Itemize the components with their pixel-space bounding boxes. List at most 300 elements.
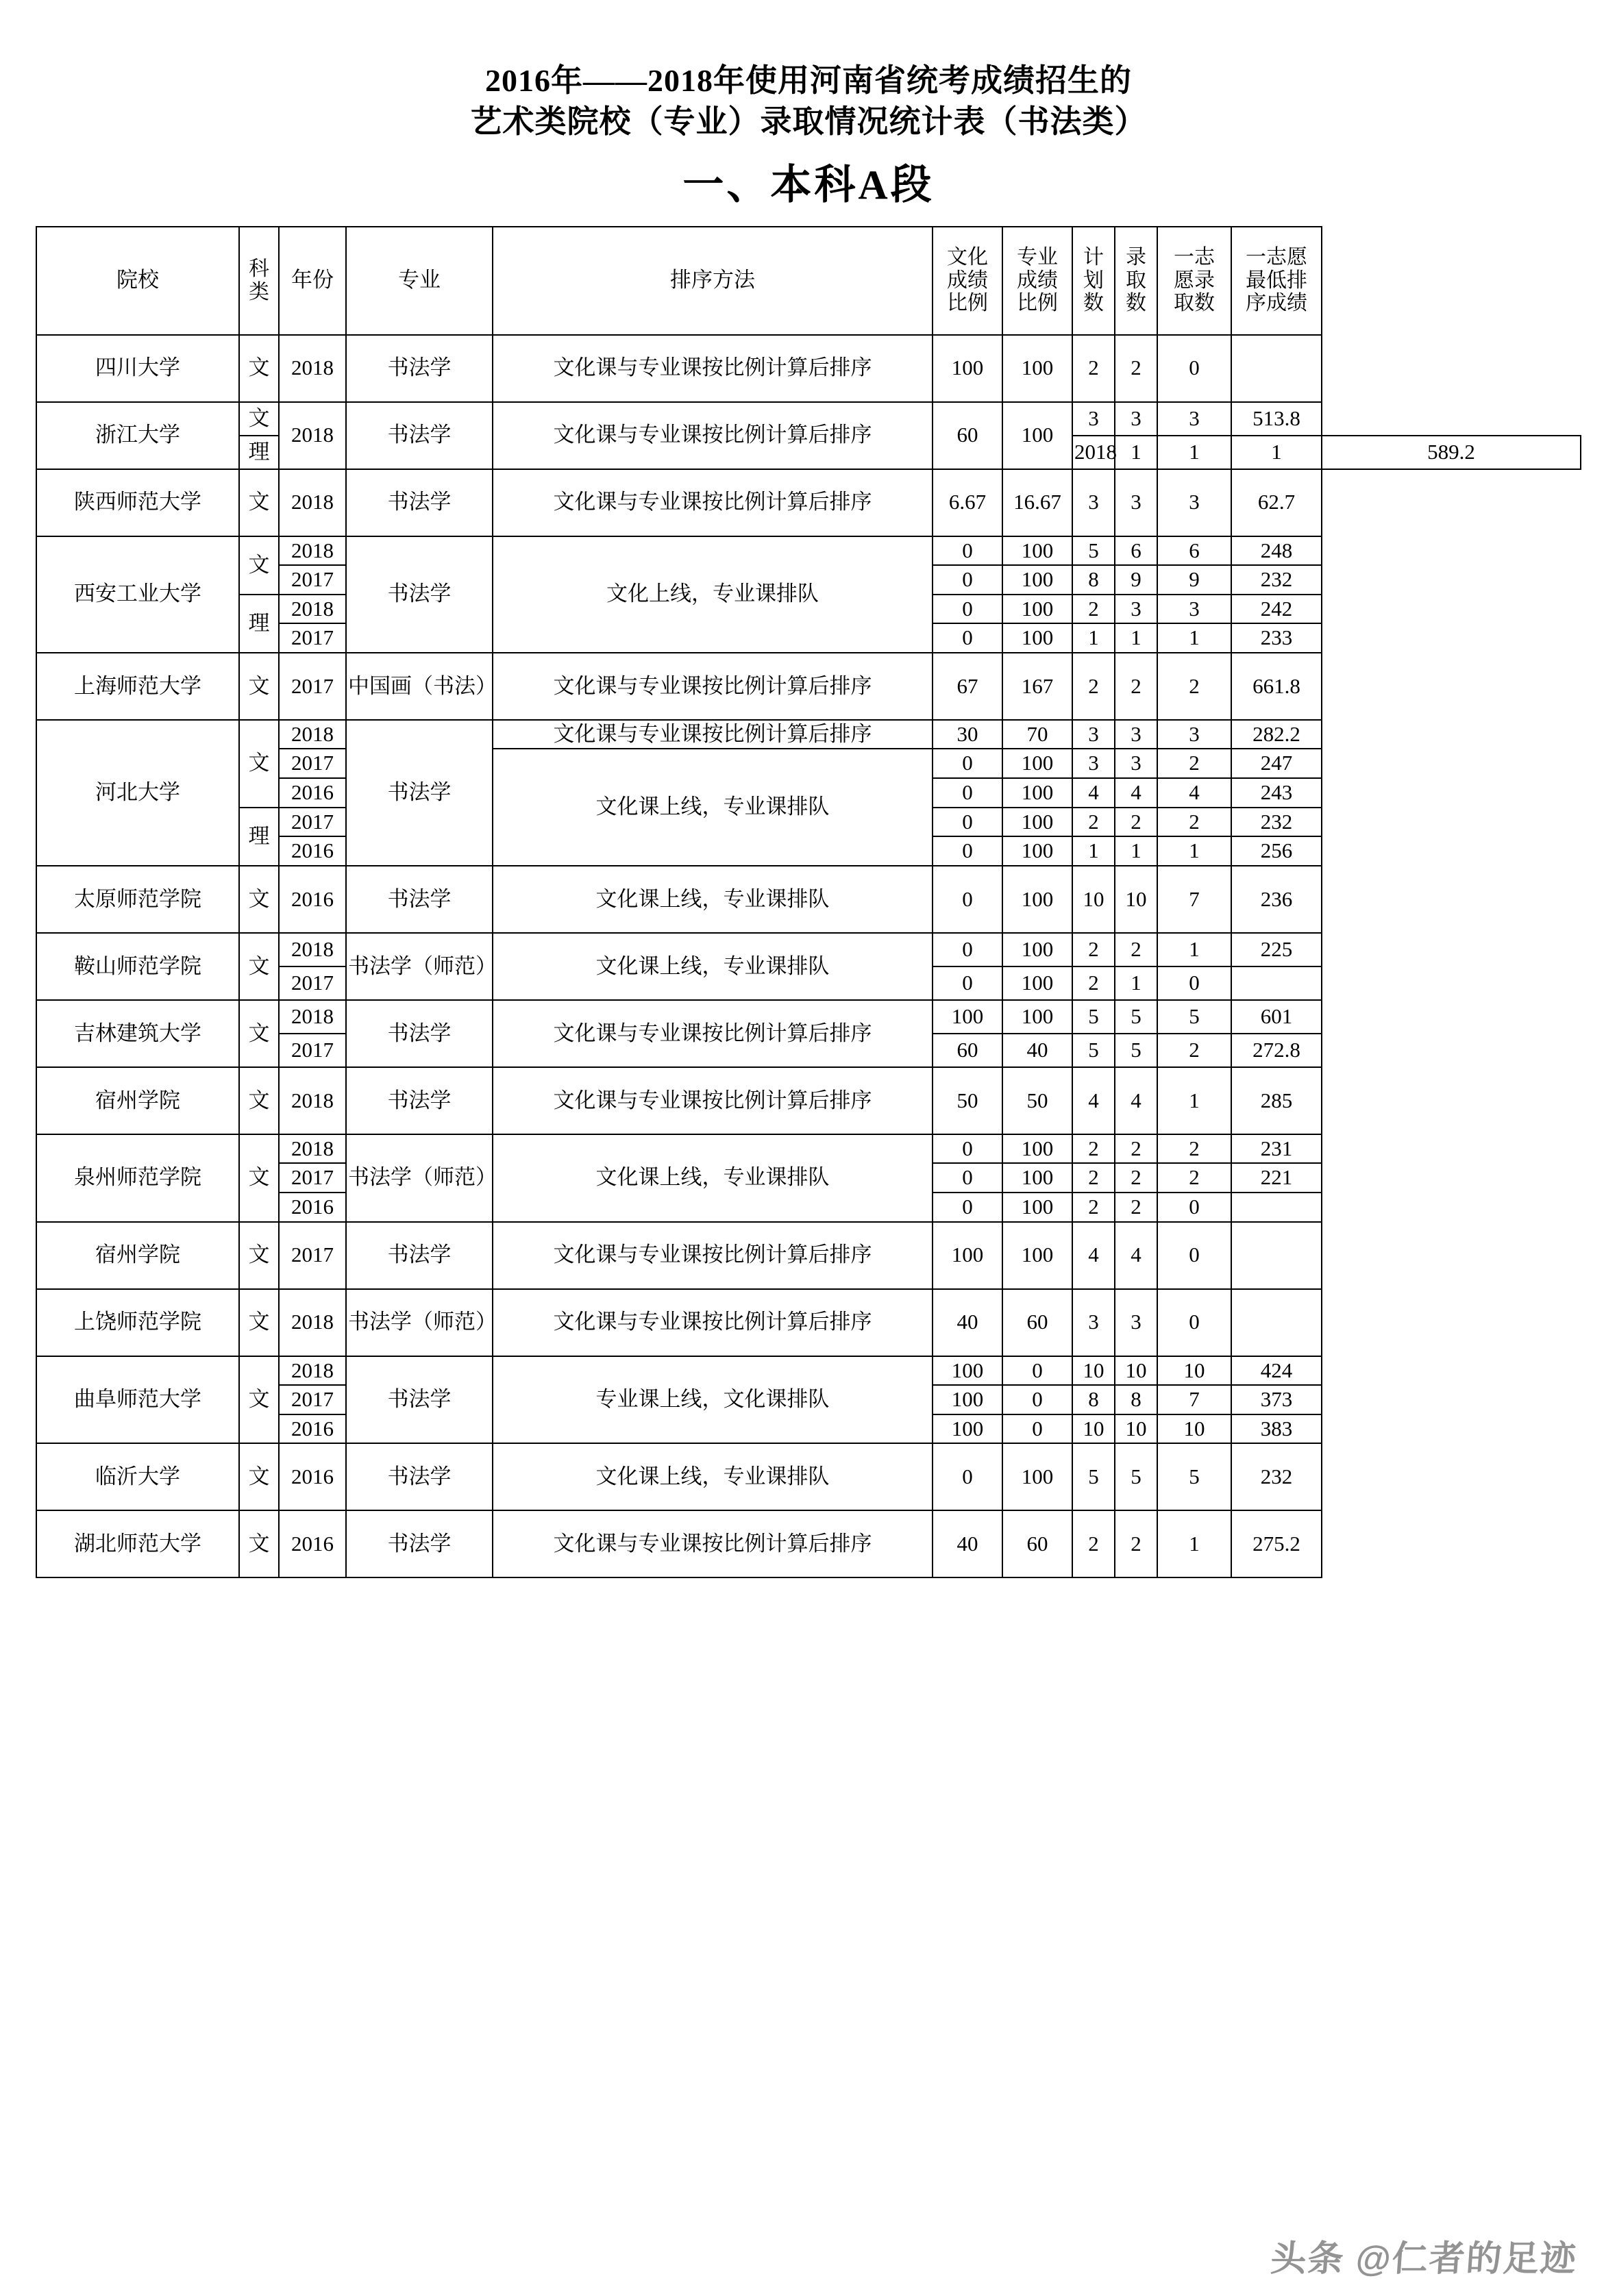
cell-admit-count: 4 xyxy=(1115,778,1157,808)
cell-culture-ratio: 0 xyxy=(933,1134,1002,1164)
cell-culture-ratio: 100 xyxy=(933,1000,1002,1034)
cell-culture-ratio: 0 xyxy=(933,749,1002,778)
cell-school: 鞍山师范学院 xyxy=(36,933,239,1000)
cell-kelei: 文 xyxy=(239,1000,279,1067)
cell-major-ratio: 40 xyxy=(1002,1034,1072,1067)
cell-first-choice-min-score: 589.2 xyxy=(1322,436,1581,469)
cell-plan-count: 3 xyxy=(1072,1289,1115,1356)
table-row xyxy=(36,1134,1581,1164)
cell-culture-ratio: 40 xyxy=(933,1510,1002,1577)
table-body xyxy=(36,335,1581,1578)
cell-first-choice-count: 7 xyxy=(1157,1385,1231,1414)
col-header-year: 年份 xyxy=(279,227,346,335)
cell-major: 书法学 xyxy=(346,1510,493,1577)
col-header-school: 院校 xyxy=(36,227,239,335)
cell-culture-ratio: 0 xyxy=(933,536,1002,566)
cell-first-choice-count: 7 xyxy=(1157,866,1231,933)
cell-first-choice-count: 1 xyxy=(1157,1067,1231,1134)
cell-year: 2017 xyxy=(279,1163,346,1193)
cell-first-choice-count: 6 xyxy=(1157,536,1231,566)
cell-year: 2017 xyxy=(279,565,346,595)
cell-major-ratio: 100 xyxy=(1002,808,1072,837)
cell-major-ratio: 0 xyxy=(1002,1414,1072,1444)
cell-method: 文化课与专业课按比例计算后排序 xyxy=(493,1289,933,1356)
cell-plan-count: 5 xyxy=(1072,1034,1115,1067)
cell-first-choice-min-score: 661.8 xyxy=(1231,653,1322,720)
table-row xyxy=(36,469,1581,536)
cell-method: 文化上线，专业课排队 xyxy=(493,536,933,653)
cell-major: 书法学 xyxy=(346,1000,493,1067)
cell-first-choice-min-score: 601 xyxy=(1231,1000,1322,1034)
cell-plan-count: 2 xyxy=(1072,1510,1115,1577)
cell-major-ratio: 50 xyxy=(1002,1067,1072,1134)
cell-school: 西安工业大学 xyxy=(36,536,239,653)
table-row xyxy=(36,1000,1581,1034)
cell-major-ratio: 100 xyxy=(1002,1163,1072,1193)
cell-admit-count: 10 xyxy=(1115,866,1157,933)
table-row xyxy=(36,1443,1581,1510)
cell-admit-count: 3 xyxy=(1115,720,1157,749)
cell-plan-count: 2 xyxy=(1072,933,1115,966)
cell-year: 2018 xyxy=(279,469,346,536)
cell-kelei: 理 xyxy=(239,436,279,469)
cell-major-ratio: 100 xyxy=(1002,1193,1072,1222)
cell-year: 2018 xyxy=(279,720,346,749)
cell-major: 书法学 xyxy=(346,335,493,402)
cell-plan-count: 1 xyxy=(1115,436,1157,469)
cell-plan-count: 3 xyxy=(1072,469,1115,536)
cell-culture-ratio: 0 xyxy=(933,1443,1002,1510)
cell-first-choice-count: 2 xyxy=(1157,1163,1231,1193)
cell-first-choice-count: 10 xyxy=(1157,1414,1231,1444)
cell-first-choice-min-score: 373 xyxy=(1231,1385,1322,1414)
cell-culture-ratio: 30 xyxy=(933,720,1002,749)
cell-major-ratio: 70 xyxy=(1002,720,1072,749)
cell-admit-count: 3 xyxy=(1115,595,1157,624)
cell-year: 2018 xyxy=(279,595,346,624)
cell-method: 文化课与专业课按比例计算后排序 xyxy=(493,1510,933,1577)
cell-kelei: 文 xyxy=(239,1134,279,1222)
cell-culture-ratio: 100 xyxy=(933,1414,1002,1444)
cell-kelei: 文 xyxy=(239,720,279,808)
cell-kelei: 文 xyxy=(239,1510,279,1577)
cell-plan-count: 5 xyxy=(1072,1443,1115,1510)
cell-first-choice-min-score: 62.7 xyxy=(1231,469,1322,536)
cell-culture-ratio: 0 xyxy=(933,778,1002,808)
cell-major-ratio: 60 xyxy=(1002,1289,1072,1356)
cell-major-ratio: 100 xyxy=(1002,1134,1072,1164)
cell-plan-count: 3 xyxy=(1072,402,1115,436)
cell-year: 2017 xyxy=(279,653,346,720)
cell-culture-ratio: 40 xyxy=(933,1289,1002,1356)
cell-year: 2017 xyxy=(279,623,346,653)
cell-plan-count: 4 xyxy=(1072,778,1115,808)
cell-method: 专业课上线，文化课排队 xyxy=(493,1356,933,1444)
cell-admit-count: 10 xyxy=(1115,1414,1157,1444)
cell-culture-ratio: 50 xyxy=(933,1067,1002,1134)
cell-year: 2018 xyxy=(279,1067,346,1134)
cell-admit-count: 9 xyxy=(1115,565,1157,595)
cell-major: 书法学 xyxy=(346,1067,493,1134)
cell-culture-ratio: 0 xyxy=(933,1193,1002,1222)
cell-method: 文化课与专业课按比例计算后排序 xyxy=(493,402,933,469)
cell-method: 文化课与专业课按比例计算后排序 xyxy=(493,720,933,749)
cell-kelei: 文 xyxy=(239,335,279,402)
cell-kelei: 文 xyxy=(239,1222,279,1289)
cell-admit-count: 2 xyxy=(1115,808,1157,837)
cell-culture-ratio: 60 xyxy=(933,402,1002,469)
cell-school: 陕西师范大学 xyxy=(36,469,239,536)
cell-major: 书法学（师范） xyxy=(346,1134,493,1222)
table-row xyxy=(36,933,1581,966)
cell-first-choice-min-score xyxy=(1231,335,1322,402)
cell-school: 浙江大学 xyxy=(36,402,239,469)
cell-kelei: 理 xyxy=(239,808,279,866)
cell-culture-ratio: 0 xyxy=(933,595,1002,624)
cell-first-choice-count: 2 xyxy=(1157,749,1231,778)
cell-major-ratio: 100 xyxy=(1002,402,1072,469)
cell-method: 文化课与专业课按比例计算后排序 xyxy=(493,469,933,536)
cell-first-choice-min-score xyxy=(1231,1289,1322,1356)
cell-first-choice-min-score: 232 xyxy=(1231,808,1322,837)
cell-first-choice-min-score: 285 xyxy=(1231,1067,1322,1134)
cell-first-choice-min-score: 236 xyxy=(1231,866,1322,933)
cell-kelei: 文 xyxy=(239,933,279,1000)
cell-culture-ratio: 0 xyxy=(933,1163,1002,1193)
table-row xyxy=(36,653,1581,720)
cell-major-ratio: 16.67 xyxy=(1002,469,1072,536)
header-row xyxy=(36,227,1581,335)
cell-first-choice-count: 3 xyxy=(1157,402,1231,436)
cell-admit-count: 5 xyxy=(1115,1443,1157,1510)
cell-year: 2017 xyxy=(279,1222,346,1289)
cell-first-choice-count: 1 xyxy=(1231,436,1322,469)
table-row xyxy=(36,720,1581,749)
cell-first-choice-min-score: 383 xyxy=(1231,1414,1322,1444)
cell-year: 2018 xyxy=(279,402,346,469)
cell-year: 2017 xyxy=(279,749,346,778)
cell-major-ratio: 0 xyxy=(1002,1356,1072,1386)
cell-school: 四川大学 xyxy=(36,335,239,402)
cell-major: 书法学 xyxy=(346,469,493,536)
title-line-1: 2016年——2018年使用河南省统考成绩招生的 xyxy=(485,63,1132,98)
cell-first-choice-min-score: 248 xyxy=(1231,536,1322,566)
cell-admit-count: 2 xyxy=(1115,1134,1157,1164)
cell-major: 书法学 xyxy=(346,1443,493,1510)
cell-plan-count: 2 xyxy=(1072,595,1115,624)
cell-culture-ratio: 6.67 xyxy=(933,469,1002,536)
cell-kelei: 文 xyxy=(239,653,279,720)
cell-first-choice-count: 3 xyxy=(1157,595,1231,624)
cell-culture-ratio: 100 xyxy=(933,335,1002,402)
cell-admit-count: 2 xyxy=(1115,933,1157,966)
cell-year: 2016 xyxy=(279,1510,346,1577)
cell-method: 文化课上线，专业课排队 xyxy=(493,1443,933,1510)
cell-first-choice-count: 1 xyxy=(1157,623,1231,653)
document-title-block xyxy=(0,0,1617,211)
cell-year: 2018 xyxy=(279,1356,346,1386)
cell-year: 2016 xyxy=(279,866,346,933)
cell-culture-ratio: 100 xyxy=(933,1385,1002,1414)
cell-school: 宿州学院 xyxy=(36,1067,239,1134)
cell-year: 2018 xyxy=(279,1134,346,1164)
cell-plan-count: 4 xyxy=(1072,1067,1115,1134)
cell-admit-count: 2 xyxy=(1115,1510,1157,1577)
cell-culture-ratio: 0 xyxy=(933,933,1002,966)
col-header-kelei: 科 类 xyxy=(239,227,279,335)
table-row xyxy=(36,1067,1581,1134)
cell-culture-ratio: 0 xyxy=(933,866,1002,933)
cell-plan-count: 2 xyxy=(1072,1134,1115,1164)
cell-first-choice-min-score: 243 xyxy=(1231,778,1322,808)
cell-major-ratio: 167 xyxy=(1002,653,1072,720)
col-header-first-choice-min-score: 一志愿 最低排 序成绩 xyxy=(1231,227,1322,335)
cell-plan-count: 10 xyxy=(1072,866,1115,933)
cell-admit-count: 3 xyxy=(1115,402,1157,436)
cell-plan-count: 2 xyxy=(1072,1193,1115,1222)
cell-school: 上饶师范学院 xyxy=(36,1289,239,1356)
col-header-plan-count: 计 划 数 xyxy=(1072,227,1115,335)
cell-plan-count: 8 xyxy=(1072,565,1115,595)
cell-major-ratio: 100 xyxy=(1002,749,1072,778)
cell-first-choice-min-score: 242 xyxy=(1231,595,1322,624)
cell-first-choice-count: 0 xyxy=(1157,1222,1231,1289)
cell-admit-count: 2 xyxy=(1115,335,1157,402)
cell-plan-count: 2 xyxy=(1072,966,1115,1000)
table-row xyxy=(36,1510,1581,1577)
cell-first-choice-count: 5 xyxy=(1157,1000,1231,1034)
cell-school: 宿州学院 xyxy=(36,1222,239,1289)
cell-plan-count: 10 xyxy=(1072,1414,1115,1444)
cell-method: 文化课上线，专业课排队 xyxy=(493,866,933,933)
cell-first-choice-count: 0 xyxy=(1157,1289,1231,1356)
cell-major-ratio: 100 xyxy=(1002,1000,1072,1034)
cell-first-choice-min-score: 233 xyxy=(1231,623,1322,653)
cell-year: 2018 xyxy=(1072,436,1115,469)
cell-admit-count: 1 xyxy=(1115,623,1157,653)
cell-major-ratio: 60 xyxy=(1002,1510,1072,1577)
cell-year: 2018 xyxy=(279,536,346,566)
cell-first-choice-count: 2 xyxy=(1157,808,1231,837)
cell-first-choice-count: 10 xyxy=(1157,1356,1231,1386)
cell-school: 临沂大学 xyxy=(36,1443,239,1510)
cell-first-choice-min-score: 275.2 xyxy=(1231,1510,1322,1577)
cell-first-choice-min-score: 231 xyxy=(1231,1134,1322,1164)
watermark: 头条 @仁者的足迹 xyxy=(1269,2239,1579,2279)
cell-major-ratio: 100 xyxy=(1002,335,1072,402)
cell-method: 文化课与专业课按比例计算后排序 xyxy=(493,335,933,402)
cell-culture-ratio: 100 xyxy=(933,1356,1002,1386)
col-header-first-choice-count: 一志 愿录 取数 xyxy=(1157,227,1231,335)
cell-plan-count: 2 xyxy=(1072,653,1115,720)
cell-culture-ratio: 60 xyxy=(933,1034,1002,1067)
cell-first-choice-min-score: 225 xyxy=(1231,933,1322,966)
cell-admit-count: 5 xyxy=(1115,1000,1157,1034)
table-row xyxy=(36,1289,1581,1356)
cell-year: 2018 xyxy=(279,335,346,402)
cell-major-ratio: 100 xyxy=(1002,1222,1072,1289)
cell-major-ratio: 100 xyxy=(1002,778,1072,808)
title-line-2: 艺术类院校（专业）录取情况统计表（书法类） xyxy=(470,103,1147,139)
cell-kelei: 文 xyxy=(239,1356,279,1444)
cell-admit-count: 1 xyxy=(1115,836,1157,866)
cell-year: 2016 xyxy=(279,1443,346,1510)
cell-first-choice-count: 1 xyxy=(1157,933,1231,966)
cell-kelei: 理 xyxy=(239,595,279,653)
cell-admit-count: 3 xyxy=(1115,1289,1157,1356)
cell-culture-ratio: 0 xyxy=(933,808,1002,837)
cell-major-ratio: 100 xyxy=(1002,866,1072,933)
cell-plan-count: 8 xyxy=(1072,1385,1115,1414)
cell-plan-count: 2 xyxy=(1072,335,1115,402)
cell-major: 书法学 xyxy=(346,866,493,933)
cell-admit-count: 8 xyxy=(1115,1385,1157,1414)
cell-major: 书法学（师范） xyxy=(346,933,493,1000)
cell-year: 2018 xyxy=(279,1289,346,1356)
cell-admit-count: 2 xyxy=(1115,653,1157,720)
cell-admit-count: 5 xyxy=(1115,1034,1157,1067)
cell-plan-count: 2 xyxy=(1072,1163,1115,1193)
cell-school: 河北大学 xyxy=(36,720,239,866)
cell-first-choice-count: 2 xyxy=(1157,1134,1231,1164)
cell-culture-ratio: 100 xyxy=(933,1222,1002,1289)
cell-method: 文化课与专业课按比例计算后排序 xyxy=(493,653,933,720)
cell-major-ratio: 100 xyxy=(1002,565,1072,595)
cell-kelei: 文 xyxy=(239,402,279,436)
cell-year: 2016 xyxy=(279,778,346,808)
cell-year: 2018 xyxy=(279,933,346,966)
cell-method: 文化课与专业课按比例计算后排序 xyxy=(493,1222,933,1289)
cell-major: 书法学 xyxy=(346,1356,493,1444)
cell-first-choice-min-score xyxy=(1231,1222,1322,1289)
table-row xyxy=(36,402,1581,436)
cell-kelei: 文 xyxy=(239,469,279,536)
cell-major: 书法学 xyxy=(346,536,493,653)
cell-method: 文化课与专业课按比例计算后排序 xyxy=(493,1067,933,1134)
table-header xyxy=(36,227,1581,335)
cell-major-ratio: 100 xyxy=(1002,536,1072,566)
cell-plan-count: 5 xyxy=(1072,536,1115,566)
cell-plan-count: 2 xyxy=(1072,808,1115,837)
cell-admit-count: 1 xyxy=(1157,436,1231,469)
cell-school: 湖北师范大学 xyxy=(36,1510,239,1577)
cell-year: 2016 xyxy=(279,1193,346,1222)
col-header-culture-ratio: 文化 成绩 比例 xyxy=(933,227,1002,335)
cell-admit-count: 10 xyxy=(1115,1356,1157,1386)
cell-school: 太原师范学院 xyxy=(36,866,239,933)
cell-admit-count: 6 xyxy=(1115,536,1157,566)
cell-first-choice-min-score: 272.8 xyxy=(1231,1034,1322,1067)
cell-first-choice-min-score: 232 xyxy=(1231,1443,1322,1510)
cell-plan-count: 1 xyxy=(1072,623,1115,653)
cell-kelei: 文 xyxy=(239,1443,279,1510)
cell-plan-count: 5 xyxy=(1072,1000,1115,1034)
cell-major: 书法学 xyxy=(346,720,493,866)
cell-major-ratio: 100 xyxy=(1002,623,1072,653)
cell-admit-count: 3 xyxy=(1115,469,1157,536)
cell-first-choice-min-score: 282.2 xyxy=(1231,720,1322,749)
cell-year: 2016 xyxy=(279,836,346,866)
cell-admit-count: 3 xyxy=(1115,749,1157,778)
cell-admit-count: 4 xyxy=(1115,1222,1157,1289)
cell-year: 2017 xyxy=(279,808,346,837)
cell-first-choice-min-score: 256 xyxy=(1231,836,1322,866)
cell-first-choice-min-score: 232 xyxy=(1231,565,1322,595)
cell-year: 2017 xyxy=(279,966,346,1000)
cell-first-choice-count: 1 xyxy=(1157,1510,1231,1577)
col-header-major: 专业 xyxy=(346,227,493,335)
cell-kelei: 文 xyxy=(239,1067,279,1134)
cell-year: 2018 xyxy=(279,1000,346,1034)
cell-first-choice-min-score: 221 xyxy=(1231,1163,1322,1193)
cell-plan-count: 1 xyxy=(1072,836,1115,866)
table-row xyxy=(36,1356,1581,1386)
cell-culture-ratio: 0 xyxy=(933,836,1002,866)
admissions-table xyxy=(36,226,1581,1579)
cell-first-choice-min-score: 424 xyxy=(1231,1356,1322,1386)
cell-major: 书法学 xyxy=(346,402,493,469)
cell-first-choice-count: 0 xyxy=(1157,335,1231,402)
table-row xyxy=(36,1222,1581,1289)
cell-school: 吉林建筑大学 xyxy=(36,1000,239,1067)
cell-major-ratio: 0 xyxy=(1002,1385,1072,1414)
cell-culture-ratio: 0 xyxy=(933,565,1002,595)
cell-admit-count: 4 xyxy=(1115,1067,1157,1134)
cell-method: 文化课与专业课按比例计算后排序 xyxy=(493,1000,933,1067)
cell-culture-ratio: 0 xyxy=(933,623,1002,653)
col-header-method: 排序方法 xyxy=(493,227,933,335)
cell-year: 2017 xyxy=(279,1385,346,1414)
cell-method: 文化课上线，专业课排队 xyxy=(493,1134,933,1222)
cell-culture-ratio: 67 xyxy=(933,653,1002,720)
cell-major: 中国画（书法） xyxy=(346,653,493,720)
cell-admit-count: 1 xyxy=(1115,966,1157,1000)
cell-first-choice-count: 2 xyxy=(1157,653,1231,720)
table-row xyxy=(36,335,1581,402)
cell-school: 泉州师范学院 xyxy=(36,1134,239,1222)
cell-method: 文化课上线，专业课排队 xyxy=(493,933,933,1000)
cell-first-choice-min-score: 247 xyxy=(1231,749,1322,778)
cell-first-choice-count: 0 xyxy=(1157,1193,1231,1222)
cell-kelei: 文 xyxy=(239,866,279,933)
cell-kelei: 文 xyxy=(239,536,279,595)
cell-plan-count: 3 xyxy=(1072,749,1115,778)
cell-year: 2017 xyxy=(279,1034,346,1067)
cell-major-ratio: 100 xyxy=(1002,966,1072,1000)
cell-first-choice-count: 2 xyxy=(1157,1034,1231,1067)
section-heading: 一、本科A段 xyxy=(682,162,935,208)
cell-major-ratio: 100 xyxy=(1002,595,1072,624)
cell-culture-ratio: 0 xyxy=(933,966,1002,1000)
cell-first-choice-min-score xyxy=(1231,966,1322,1000)
table-row xyxy=(36,866,1581,933)
cell-year: 2016 xyxy=(279,1414,346,1444)
cell-method: 文化课上线，专业课排队 xyxy=(493,749,933,865)
col-header-major-ratio: 专业 成绩 比例 xyxy=(1002,227,1072,335)
cell-kelei: 文 xyxy=(239,1289,279,1356)
cell-major-ratio: 100 xyxy=(1002,836,1072,866)
cell-plan-count: 3 xyxy=(1072,720,1115,749)
cell-first-choice-count: 3 xyxy=(1157,720,1231,749)
cell-major: 书法学（师范） xyxy=(346,1289,493,1356)
cell-admit-count: 2 xyxy=(1115,1193,1157,1222)
cell-first-choice-count: 5 xyxy=(1157,1443,1231,1510)
cell-school: 上海师范大学 xyxy=(36,653,239,720)
cell-school: 曲阜师范大学 xyxy=(36,1356,239,1444)
table-row xyxy=(36,536,1581,566)
cell-first-choice-count: 1 xyxy=(1157,836,1231,866)
cell-first-choice-count: 9 xyxy=(1157,565,1231,595)
